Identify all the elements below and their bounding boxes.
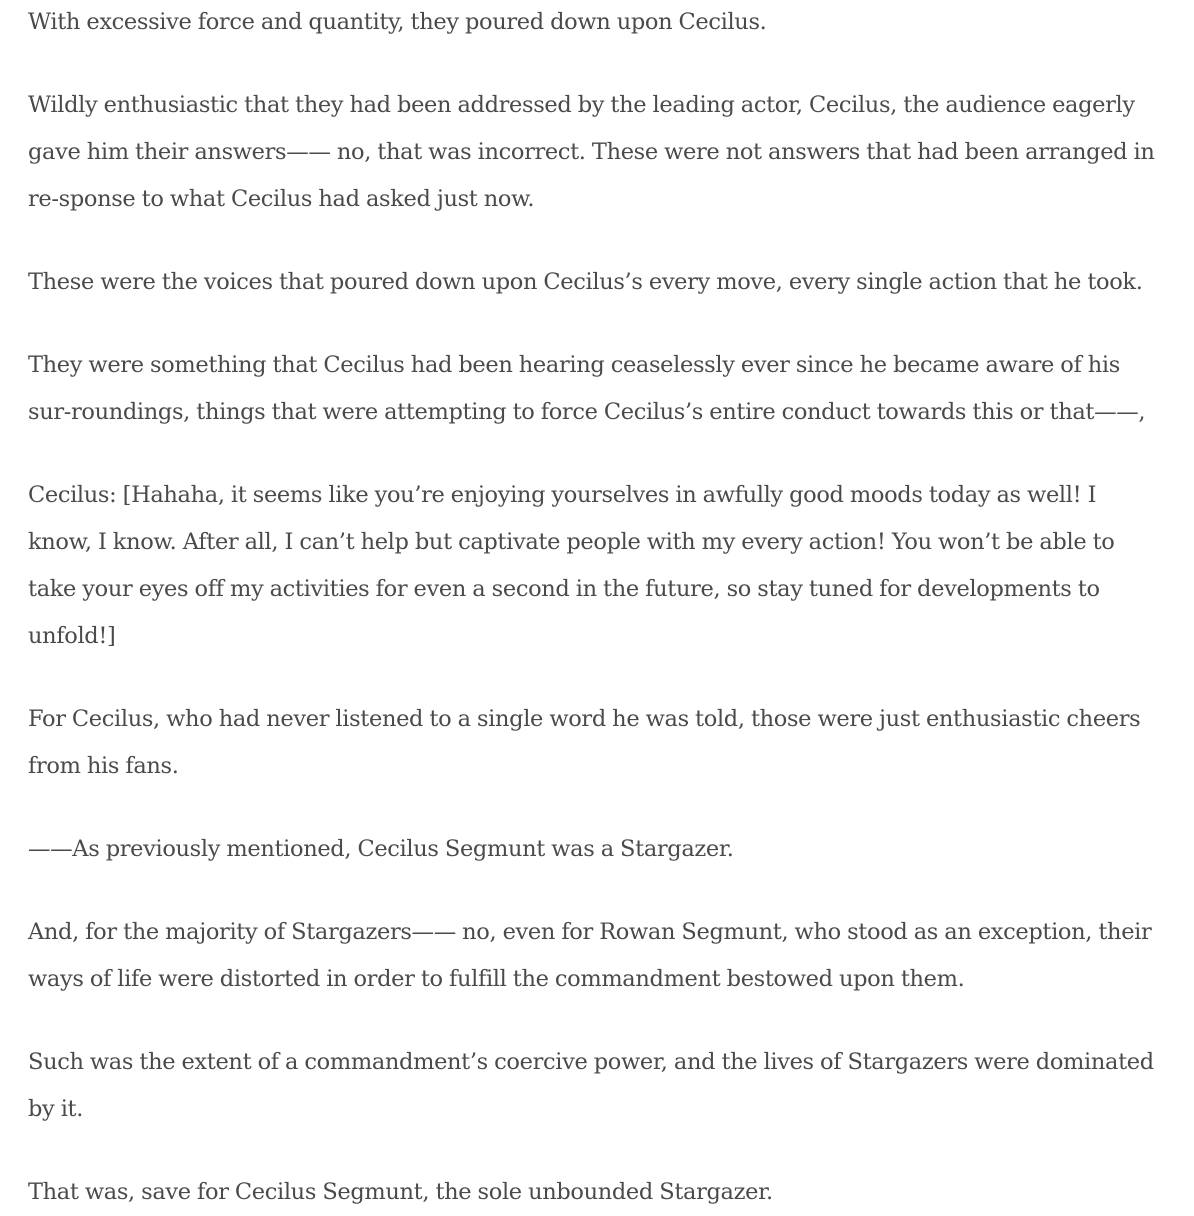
paragraph-3: These were the voices that poured down upon Cecilus’s every move, every single action that he took.: [28, 269, 1143, 295]
paragraph-10: That was, save for Cecilus Segmunt, the sole unbounded Stargazer.: [28, 1179, 773, 1205]
paragraph-4: They were something that Cecilus had been hearing ceaselessly ever since he became aware of his sur-roundings, things that were attempting to force Cecilus’s entire conduct towards this or that——,: [28, 352, 1146, 425]
paragraph-6: For Cecilus, who had never listened to a single word he was told, those were just enthusiastic cheers from his fans.: [28, 706, 1141, 779]
paragraph-2: Wildly enthusiastic that they had been addressed by the leading actor, Cecilus, the audience eagerly gave him their answers—— no, that was incorrect. These were not answers that had been arranged in re-sponse to what Cecilus had asked just now.: [28, 92, 1155, 212]
paragraph-9: Such was the extent of a commandment’s coercive power, and the lives of Stargazers were dominated by it.: [28, 1049, 1154, 1122]
paragraph-7: ——As previously mentioned, Cecilus Segmunt was a Stargazer.: [28, 836, 734, 862]
paragraph-1: With excessive force and quantity, they poured down upon Cecilus.: [28, 9, 767, 35]
paragraph-5: Cecilus: [Hahaha, it seems like you’re enjoying yourselves in awfully good moods today as well! I know, I know. After all, I can’t help but captivate people with my every action! You won’t be able to take your eyes off my activities for even a second in the future, so stay tuned for developments to unfold!]: [28, 482, 1115, 649]
paragraph-8: And, for the majority of Stargazers—— no, even for Rowan Segmunt, who stood as an exception, their ways of life were distorted in order to fulfill the commandment bestowed upon them.: [28, 919, 1152, 992]
